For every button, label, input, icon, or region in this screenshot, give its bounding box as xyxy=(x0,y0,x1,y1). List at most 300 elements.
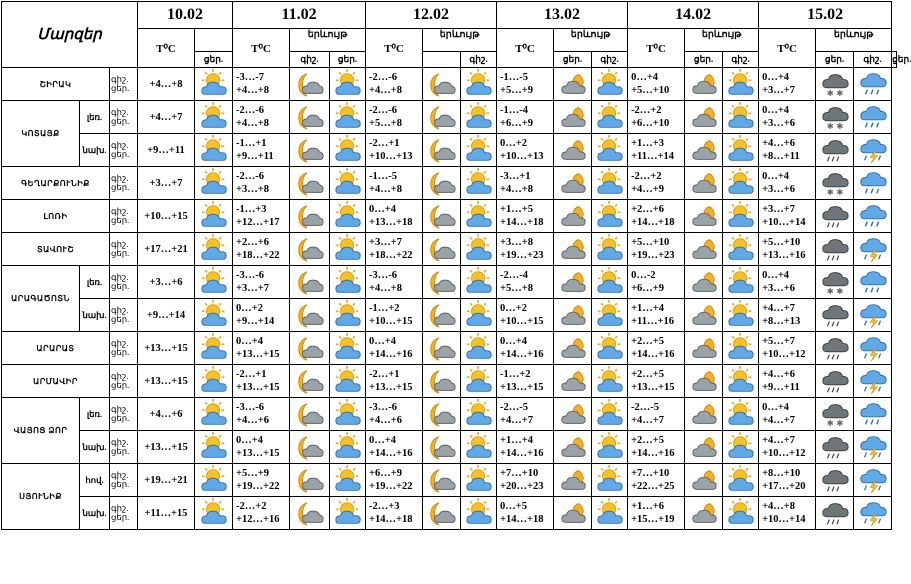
partly-cloudy-day-icon xyxy=(195,233,233,266)
partly-cloudy-night-icon xyxy=(423,431,461,464)
partly-cloudy-day-icon xyxy=(195,200,233,233)
cloudy-night-icon xyxy=(685,332,723,365)
temp-night: 0…+4 xyxy=(236,435,263,446)
zone-label: նախ. xyxy=(80,134,110,167)
weather-header: երևույթ xyxy=(685,29,759,52)
partly-cloudy-night-icon xyxy=(423,464,461,497)
temp-range xyxy=(497,68,554,101)
temp-day: +3…+6 xyxy=(762,283,796,294)
temp-range xyxy=(497,299,554,332)
temp-night: 0…+4 xyxy=(369,204,397,215)
partly-cloudy-day-icon xyxy=(195,398,233,431)
partly-cloudy-day-icon xyxy=(592,134,628,167)
temp-range xyxy=(366,464,423,497)
temp-day: +19…+23 xyxy=(631,250,675,261)
partly-cloudy-day-icon xyxy=(723,299,759,332)
temp-header: T⁰C xyxy=(759,29,816,68)
partly-cloudy-night-icon xyxy=(290,167,330,200)
partly-cloudy-night-icon xyxy=(423,101,461,134)
date-header: 14.02 xyxy=(628,2,759,29)
temp-range xyxy=(497,365,554,398)
temp-value: +4…+6 xyxy=(138,398,195,431)
night-rain-icon xyxy=(816,332,854,365)
partly-cloudy-day-icon xyxy=(723,101,759,134)
partly-cloudy-day-icon xyxy=(461,68,497,101)
temp-night: -1…+1 xyxy=(236,138,267,149)
day-label: ցեր. xyxy=(111,281,130,291)
partly-cloudy-day-icon xyxy=(461,233,497,266)
temp-night: +7…+10 xyxy=(631,468,670,479)
temp-day: +14…+18 xyxy=(369,514,413,525)
day-label: ցեր. xyxy=(111,446,130,456)
temp-day: +10…+14 xyxy=(762,217,806,228)
partly-cloudy-day-icon xyxy=(195,431,233,464)
temp-header: T⁰C xyxy=(628,29,685,68)
partly-cloudy-night-icon xyxy=(290,200,330,233)
cloudy-night-icon xyxy=(685,101,723,134)
table-row xyxy=(2,266,897,299)
cloudy-night-icon xyxy=(554,497,592,530)
day-subheader: ցեր. xyxy=(330,52,366,68)
zone-label: նախ. xyxy=(80,497,110,530)
cloudy-night-icon xyxy=(685,365,723,398)
temp-range xyxy=(759,497,816,530)
temp-night: +4…+6 xyxy=(762,369,796,380)
partly-cloudy-night-icon xyxy=(423,167,461,200)
temp-range xyxy=(366,68,423,101)
temp-range xyxy=(233,233,290,266)
partly-cloudy-night-icon xyxy=(423,365,461,398)
temp-day: +4…+8 xyxy=(369,184,402,195)
partly-cloudy-day-icon xyxy=(330,68,366,101)
temp-night: +1…+6 xyxy=(631,501,665,512)
region-name: ՏԱՎՈՒՇ xyxy=(2,233,110,266)
time-of-day xyxy=(110,497,138,530)
temp-day: +10…+13 xyxy=(369,151,413,162)
partly-cloudy-night-icon xyxy=(423,398,461,431)
temp-day: +14…+16 xyxy=(500,349,544,360)
temp-day: +5…+10 xyxy=(631,85,670,96)
temp-range xyxy=(759,266,816,299)
night-subheader: գիշ. xyxy=(723,52,759,68)
temp-range xyxy=(497,167,554,200)
temp-day: +14…+16 xyxy=(500,448,544,459)
temp-value: +3…+7 xyxy=(138,167,195,200)
temp-range xyxy=(759,365,816,398)
temp-day: +10…+14 xyxy=(762,514,806,525)
cloudy-night-icon xyxy=(554,398,592,431)
temp-night: +1…+5 xyxy=(500,204,534,215)
night-label: գիշ. xyxy=(111,140,129,150)
partly-cloudy-day-icon xyxy=(195,332,233,365)
temp-value: +4…+8 xyxy=(138,68,195,101)
partly-cloudy-day-icon xyxy=(592,299,628,332)
temp-day: +14…+18 xyxy=(631,217,675,228)
partly-cloudy-night-icon xyxy=(423,332,461,365)
partly-cloudy-day-icon xyxy=(330,299,366,332)
region-name: ԱՐՄԱՎԻՐ xyxy=(2,365,110,398)
cloudy-night-icon xyxy=(554,431,592,464)
day-subheader: ցեր. xyxy=(892,52,897,68)
temp-night: -3…-6 xyxy=(369,402,398,413)
cloudy-night-icon xyxy=(554,464,592,497)
svg-text:✱ ✱: ✱ ✱ xyxy=(826,418,843,429)
night-label: գիշ. xyxy=(111,107,129,117)
temp-range xyxy=(759,398,816,431)
temp-night: +2…+6 xyxy=(631,204,665,215)
time-of-day xyxy=(110,299,138,332)
temp-day: +4…+8 xyxy=(236,118,269,129)
partly-cloudy-day-icon xyxy=(330,266,366,299)
night-subheader: գիշ. xyxy=(592,52,628,68)
cloudy-night-icon xyxy=(685,167,723,200)
temp-range xyxy=(366,266,423,299)
temp-range xyxy=(366,299,423,332)
temp-night: +8…+10 xyxy=(762,468,801,479)
temp-range xyxy=(759,431,816,464)
partly-cloudy-night-icon xyxy=(423,233,461,266)
temp-day: +8…+13 xyxy=(762,316,801,327)
temp-day: +4…+8 xyxy=(500,184,534,195)
zone-label: լեռ. xyxy=(80,398,110,431)
region-name: ԱՐԱԳԱԾՈՏՆ xyxy=(2,266,80,332)
temp-night: +4…+7 xyxy=(762,303,796,314)
temp-day: +13…+18 xyxy=(369,217,413,228)
temp-day: +19…+22 xyxy=(369,481,413,492)
table-row xyxy=(2,365,897,398)
temp-day: +4…+8 xyxy=(369,283,402,294)
temp-range xyxy=(233,464,290,497)
temp-range xyxy=(233,134,290,167)
temp-night: -2…-6 xyxy=(369,72,398,83)
temp-day: +22…+25 xyxy=(631,481,675,492)
partly-cloudy-night-icon xyxy=(423,299,461,332)
temp-day: +10…+15 xyxy=(500,316,544,327)
partly-cloudy-day-icon xyxy=(592,332,628,365)
temp-range xyxy=(233,266,290,299)
night-subheader: գիշ. xyxy=(854,52,892,68)
night-label: գիշ. xyxy=(111,338,129,348)
partly-cloudy-day-icon xyxy=(723,68,759,101)
day-subheader: ցեր. xyxy=(195,52,233,68)
temp-night: +3…+7 xyxy=(762,204,796,215)
temp-range xyxy=(628,332,685,365)
temp-value: +13…+15 xyxy=(138,431,195,464)
time-of-day xyxy=(110,266,138,299)
partly-cloudy-day-icon xyxy=(723,365,759,398)
partly-cloudy-night-icon xyxy=(423,68,461,101)
temp-value: +19…+21 xyxy=(138,464,195,497)
temp-night: -1…-5 xyxy=(369,171,398,182)
partly-cloudy-day-icon xyxy=(330,431,366,464)
partly-cloudy-day-icon xyxy=(330,200,366,233)
cloudy-night-icon xyxy=(685,200,723,233)
temp-day: +10…+13 xyxy=(500,151,544,162)
time-of-day xyxy=(110,134,138,167)
weather-header: երևույթ xyxy=(423,29,497,52)
temp-range xyxy=(497,101,554,134)
cloudy-night-icon xyxy=(554,365,592,398)
temp-night: 0…+2 xyxy=(500,138,528,149)
region-name: ՎԱՅՈՑ ՁՈՐ xyxy=(2,398,80,464)
temp-night: 0…+4 xyxy=(631,72,659,83)
thunderstorm-icon xyxy=(854,497,892,530)
night-label: գիշ. xyxy=(111,437,129,447)
day-label: ցեր. xyxy=(111,347,130,357)
time-of-day xyxy=(110,398,138,431)
temp-night: -2…-5 xyxy=(631,402,660,413)
partly-cloudy-day-icon xyxy=(330,497,366,530)
partly-cloudy-day-icon xyxy=(461,431,497,464)
day-subheader: ցեր. xyxy=(554,52,592,68)
time-of-day xyxy=(110,233,138,266)
cloudy-night-icon xyxy=(685,233,723,266)
partly-cloudy-day-icon xyxy=(461,200,497,233)
partly-cloudy-day-icon xyxy=(195,299,233,332)
partly-cloudy-day-icon xyxy=(195,134,233,167)
temp-day: +5…+9 xyxy=(500,85,534,96)
temp-night: -2…+2 xyxy=(236,501,267,512)
cloudy-night-icon xyxy=(554,68,592,101)
thunderstorm-icon xyxy=(854,233,892,266)
zone-label: հով. xyxy=(80,464,110,497)
cloudy-night-icon xyxy=(554,101,592,134)
temp-night: -1…-4 xyxy=(500,105,529,116)
time-of-day xyxy=(110,200,138,233)
night-label: գիշ. xyxy=(111,404,129,414)
partly-cloudy-day-icon xyxy=(195,464,233,497)
night-rain-icon xyxy=(816,365,854,398)
temp-night: -3…-6 xyxy=(236,270,264,281)
partly-cloudy-night-icon xyxy=(423,497,461,530)
temp-range xyxy=(628,398,685,431)
thunderstorm-icon xyxy=(854,134,892,167)
temp-night: 0…+4 xyxy=(369,435,397,446)
table-row xyxy=(2,167,897,200)
temp-day: +12…+16 xyxy=(236,514,280,525)
temp-value: +3…+6 xyxy=(138,266,195,299)
temp-day: +10…+12 xyxy=(762,349,806,360)
partly-cloudy-day-icon xyxy=(461,101,497,134)
temp-night: +6…+9 xyxy=(369,468,402,479)
partly-cloudy-day-icon xyxy=(723,167,759,200)
table-row xyxy=(2,101,897,134)
temp-night: -3…+1 xyxy=(500,171,531,182)
partly-cloudy-day-icon xyxy=(723,464,759,497)
cloudy-night-icon xyxy=(685,266,723,299)
thunderstorm-icon xyxy=(854,431,892,464)
snow-rain-icon xyxy=(816,101,854,134)
partly-cloudy-day-icon xyxy=(330,167,366,200)
temp-day: +10…+15 xyxy=(369,316,413,327)
night-subheader: գիշ. xyxy=(461,52,497,68)
temp-day: +14…+16 xyxy=(369,448,413,459)
table-row xyxy=(2,431,897,464)
partly-cloudy-night-icon xyxy=(290,233,330,266)
temp-range xyxy=(759,68,816,101)
weather-header: երևույթ xyxy=(816,29,892,52)
cloudy-night-icon xyxy=(554,200,592,233)
partly-cloudy-night-icon xyxy=(423,200,461,233)
temp-day: +9…+11 xyxy=(762,382,800,393)
temp-night: +5…+10 xyxy=(762,237,801,248)
temp-day: +15…+19 xyxy=(631,514,675,525)
temp-range xyxy=(366,167,423,200)
snow-rain-icon xyxy=(816,266,854,299)
rain-icon xyxy=(854,266,892,299)
partly-cloudy-day-icon xyxy=(461,266,497,299)
temp-day: +13…+15 xyxy=(236,382,280,393)
zone-label: նախ. xyxy=(80,299,110,332)
temp-day: +13…+15 xyxy=(500,382,544,393)
rain-icon xyxy=(854,200,892,233)
day-label: ցեր. xyxy=(111,83,130,93)
temp-night: 0…+2 xyxy=(500,303,528,314)
temp-range xyxy=(628,167,685,200)
day-label: ցեր. xyxy=(111,380,130,390)
partly-cloudy-night-icon xyxy=(290,497,330,530)
thunderstorm-icon xyxy=(854,365,892,398)
partly-cloudy-day-icon xyxy=(330,233,366,266)
thunderstorm-icon xyxy=(854,332,892,365)
rain-icon xyxy=(854,68,892,101)
temp-night: -3…-7 xyxy=(236,72,264,83)
temp-range xyxy=(628,431,685,464)
partly-cloudy-day-icon xyxy=(195,167,233,200)
temp-night: -2…-5 xyxy=(500,402,529,413)
temp-day: +9…+11 xyxy=(236,151,274,162)
weather-header xyxy=(195,29,233,52)
temp-night: -1…+2 xyxy=(369,303,400,314)
night-label: գիշ. xyxy=(111,173,129,183)
partly-cloudy-night-icon xyxy=(290,464,330,497)
temp-day: +14…+16 xyxy=(631,349,675,360)
temp-range xyxy=(233,398,290,431)
temp-day: +4…+6 xyxy=(369,415,402,426)
table-row xyxy=(2,497,897,530)
temp-value: +9…+14 xyxy=(138,299,195,332)
date-header: 12.02 xyxy=(366,2,497,29)
partly-cloudy-night-icon xyxy=(290,68,330,101)
time-of-day xyxy=(110,332,138,365)
partly-cloudy-day-icon xyxy=(592,167,628,200)
time-of-day xyxy=(110,167,138,200)
day-label: ցեր. xyxy=(111,413,130,423)
temp-range xyxy=(759,167,816,200)
partly-cloudy-day-icon xyxy=(723,431,759,464)
cloudy-night-icon xyxy=(554,266,592,299)
temp-range xyxy=(759,464,816,497)
night-rain-icon xyxy=(816,233,854,266)
weather-header: երևույթ xyxy=(554,29,628,52)
temp-value: +10…+15 xyxy=(138,200,195,233)
table-row xyxy=(2,68,897,101)
cloudy-night-icon xyxy=(685,68,723,101)
temp-day: +13…+15 xyxy=(236,448,280,459)
night-rain-icon xyxy=(816,200,854,233)
cloudy-night-icon xyxy=(685,497,723,530)
partly-cloudy-day-icon xyxy=(592,497,628,530)
cloudy-night-icon xyxy=(685,134,723,167)
temp-range xyxy=(759,233,816,266)
day-label: ցեր. xyxy=(111,215,130,225)
partly-cloudy-day-icon xyxy=(330,398,366,431)
partly-cloudy-night-icon xyxy=(290,365,330,398)
svg-text:✱ ✱: ✱ ✱ xyxy=(826,187,843,198)
thunderstorm-icon xyxy=(854,464,892,497)
cloudy-night-icon xyxy=(554,299,592,332)
temp-night: 0…+4 xyxy=(500,336,528,347)
temp-range xyxy=(233,200,290,233)
temp-day: +13…+15 xyxy=(631,382,675,393)
night-rain-icon xyxy=(816,497,854,530)
time-of-day xyxy=(110,68,138,101)
svg-text:✱ ✱: ✱ ✱ xyxy=(826,286,843,297)
partly-cloudy-day-icon xyxy=(723,398,759,431)
table-row xyxy=(2,299,897,332)
partly-cloudy-day-icon xyxy=(195,68,233,101)
temp-night: +2…+5 xyxy=(631,435,665,446)
temp-value: +4…+7 xyxy=(138,101,195,134)
region-name: ԱՐԱՐԱՏ xyxy=(2,332,110,365)
temp-day: +14…+18 xyxy=(500,514,544,525)
cloudy-night-icon xyxy=(685,431,723,464)
night-rain-icon xyxy=(816,134,854,167)
temp-day: +6…+9 xyxy=(631,283,665,294)
table-row xyxy=(2,398,897,431)
cloudy-night-icon xyxy=(554,233,592,266)
temp-night: 0…+5 xyxy=(500,501,528,512)
date-header: 10.02 xyxy=(138,2,233,29)
partly-cloudy-day-icon xyxy=(195,101,233,134)
partly-cloudy-night-icon xyxy=(290,266,330,299)
rain-icon xyxy=(854,398,892,431)
temp-day: +19…+23 xyxy=(500,250,544,261)
temp-range xyxy=(759,332,816,365)
day-label: ցեր. xyxy=(111,248,130,258)
snow-rain-icon xyxy=(816,167,854,200)
night-label: գիշ. xyxy=(111,272,129,282)
temp-day: +9…+14 xyxy=(236,316,275,327)
snow-rain-icon xyxy=(816,68,854,101)
temp-night: 0…+2 xyxy=(236,303,263,314)
temp-day: +4…+7 xyxy=(762,415,796,426)
partly-cloudy-night-icon xyxy=(290,332,330,365)
temp-value: +9…+11 xyxy=(138,134,195,167)
table-row xyxy=(2,200,897,233)
temp-night: -2…+1 xyxy=(369,369,400,380)
partly-cloudy-day-icon xyxy=(592,233,628,266)
temp-day: +14…+18 xyxy=(500,217,544,228)
region-name: ԼՈՌԻ xyxy=(2,200,110,233)
temp-range xyxy=(233,332,290,365)
temp-night: -1…+2 xyxy=(500,369,531,380)
temp-header: T⁰C xyxy=(138,29,195,68)
partly-cloudy-day-icon xyxy=(461,299,497,332)
temp-night: +1…+3 xyxy=(631,138,665,149)
partly-cloudy-day-icon xyxy=(330,464,366,497)
temp-day: +4…+8 xyxy=(369,85,402,96)
night-label: գիշ. xyxy=(111,74,129,84)
time-of-day xyxy=(110,431,138,464)
temp-day: +11…+16 xyxy=(631,316,674,327)
cloudy-night-icon xyxy=(685,464,723,497)
temp-range xyxy=(759,200,816,233)
temp-day: +18…+22 xyxy=(236,250,280,261)
partly-cloudy-day-icon xyxy=(195,266,233,299)
temp-night: +1…+4 xyxy=(500,435,534,446)
partly-cloudy-day-icon xyxy=(330,134,366,167)
